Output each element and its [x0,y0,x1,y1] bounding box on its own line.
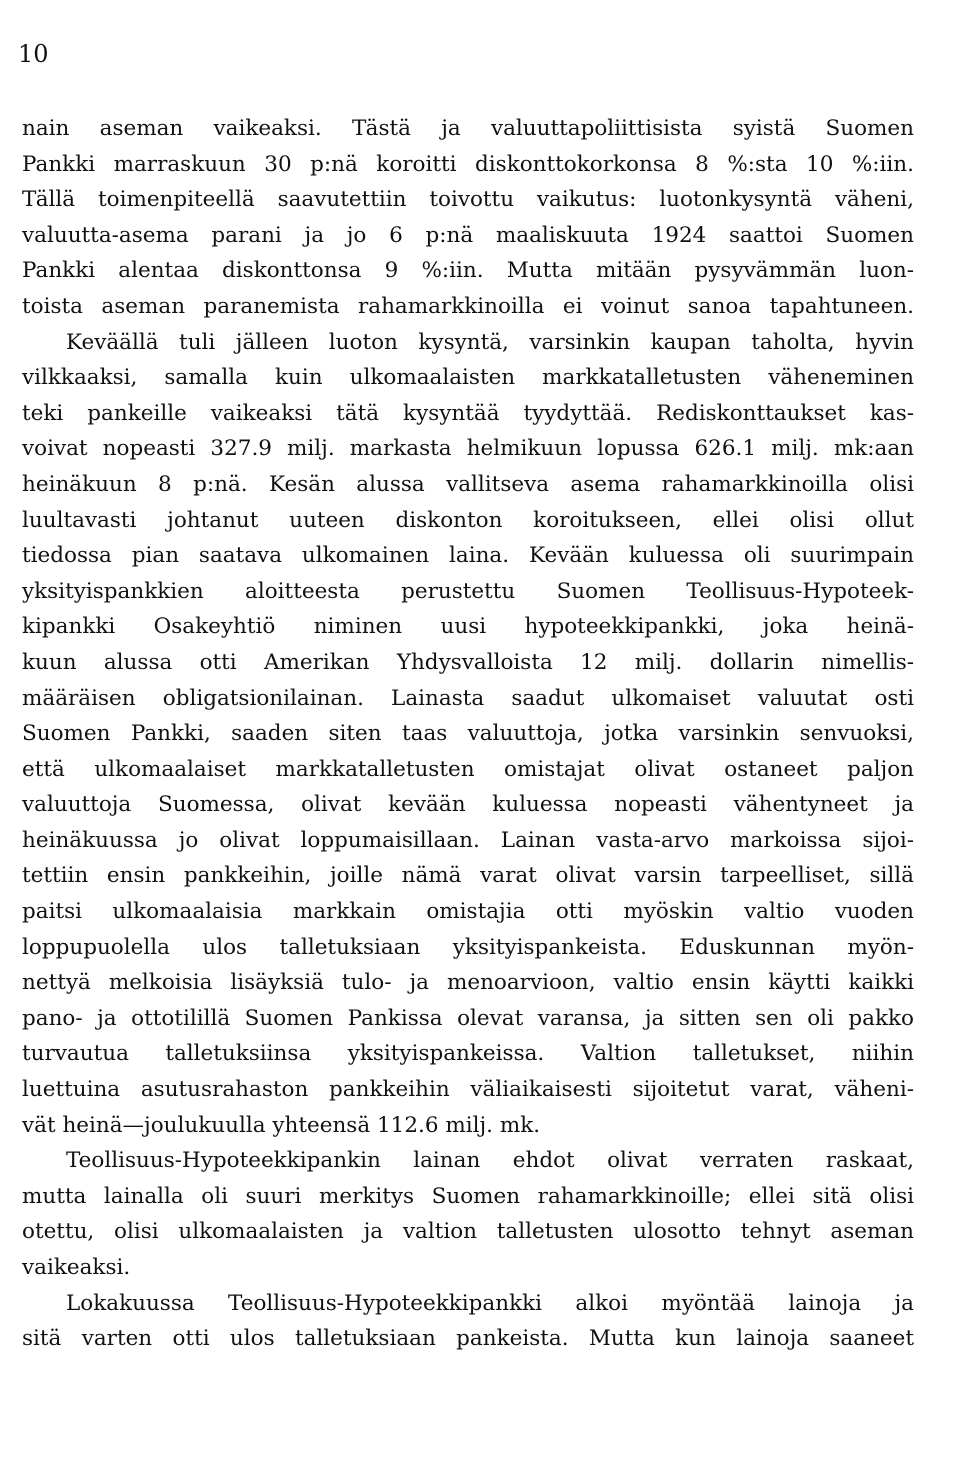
text-line: Keväällä tuli jälleen luoton kysyntä, varsinkin kaupan taholta, hyvin [66,329,914,355]
text-line: valuuttoja Suomessa, olivat kevään kuluessa nopeasti vähentyneet ja [22,792,914,818]
text-line: mutta lainalla oli suuri merkitys Suomen rahamarkkinoille; ellei sitä olisi [22,1183,914,1209]
text-line: Pankki marraskuun 30 p:nä koroitti diskonttokorkonsa 8 %:sta 10 %:iin. [22,151,914,177]
text-line: vaikeaksi. [22,1255,131,1280]
text-line: Pankki alentaa diskonttonsa 9 %:iin. Mutta mitään pysyvämmän luon- [22,258,914,284]
text-line: luettuina asutusrahaston pankkeihin väliaikaisesti sijoitetut varat, väheni- [22,1077,914,1103]
text-line: valuutta-asema parani ja jo 6 p:nä maaliskuuta 1924 saattoi Suomen [22,222,914,248]
text-line: voivat nopeasti 327.9 milj. markasta helmikuun lopussa 626.1 milj. mk:aan [22,436,914,462]
text-line: määräisen obligatsionilainan. Lainasta saadut ulkomaiset valuutat osti [22,685,914,711]
text-line: yksityispankkien aloitteesta perustettu Suomen Teollisuus-Hypoteek- [22,578,914,604]
text-line: loppupuolella ulos talletuksiaan yksityispankeista. Eduskunnan myön- [22,934,914,960]
text-line: luultavasti johtanut uuteen diskonton koroitukseen, ellei olisi ollut [22,507,914,533]
text-line: paitsi ulkomaalaisia markkain omistajia otti myöskin valtio vuoden [22,899,914,925]
text-line: Teollisuus-Hypoteekkipankin lainan ehdot olivat verraten raskaat, [66,1148,914,1174]
text-line: Lokakuussa Teollisuus-Hypoteekkipankki alkoi myöntää lainoja ja [66,1290,914,1316]
text-line: kipankki Osakeyhtiö niminen uusi hypoteekkipankki, joka heinä- [22,614,914,640]
text-line: tettiin ensin pankkeihin, joille nämä varat olivat varsin tarpeelliset, sillä [22,863,914,889]
text-line: vät heinä—joulukuulla yhteensä 112.6 milj. mk. [22,1112,541,1138]
text-line: tiedossa pian saatava ulkomainen laina. Kevään kuluessa oli suurimpain [22,543,914,569]
text-line: toista aseman paranemista rahamarkkinoilla ei voinut sanoa tapahtuneen. [22,293,914,319]
text-line: nain aseman vaikeaksi. Tästä ja valuuttapoliittisista syistä Suomen [22,116,914,141]
text-line: Tällä toimenpiteellä saavutettiin toivottu vaikutus: luotonkysyntä väheni, [22,187,914,213]
text-line: Suomen Pankki, saaden siten taas valuuttoja, jotka varsinkin senvuoksi, [22,721,914,747]
text-line: otettu, olisi ulkomaalaisten ja valtion talletusten ulosotto tehnyt aseman [22,1219,914,1245]
text-line: kuun alussa otti Amerikan Yhdysvalloista 12 milj. dollarin nimellis- [22,649,914,675]
text-line: heinäkuussa jo olivat loppumaisillaan. Lainan vasta-arvo markoissa sijoi- [22,827,914,853]
text-line: nettyä melkoisia lisäyksiä tulo- ja menoarvioon, valtio ensin käytti kaikki [22,970,914,996]
text-line: teki pankeille vaikeaksi tätä kysyntää tyydyttää. Rediskonttaukset kas- [22,400,914,426]
body-text [22,111,914,1357]
text-line: sitä varten otti ulos talletuksiaan pankeista. Mutta kun lainoja saaneet [22,1326,914,1352]
text-line: turvautua talletuksiinsa yksityispankeissa. Valtion talletukset, niihin [22,1041,914,1067]
text-line: että ulkomaalaiset markkatalletusten omistajat olivat ostaneet paljon [22,756,914,782]
text-line: pano- ja ottotilillä Suomen Pankissa olevat varansa, ja sitten sen oli pakko [22,1005,914,1031]
text-line: heinäkuun 8 p:nä. Kesän alussa vallitseva asema rahamarkkinoilla olisi [22,471,914,497]
text-line: vilkkaaksi, samalla kuin ulkomaalaisten markkatalletusten väheneminen [22,365,914,391]
page-number: 10 [18,40,49,68]
